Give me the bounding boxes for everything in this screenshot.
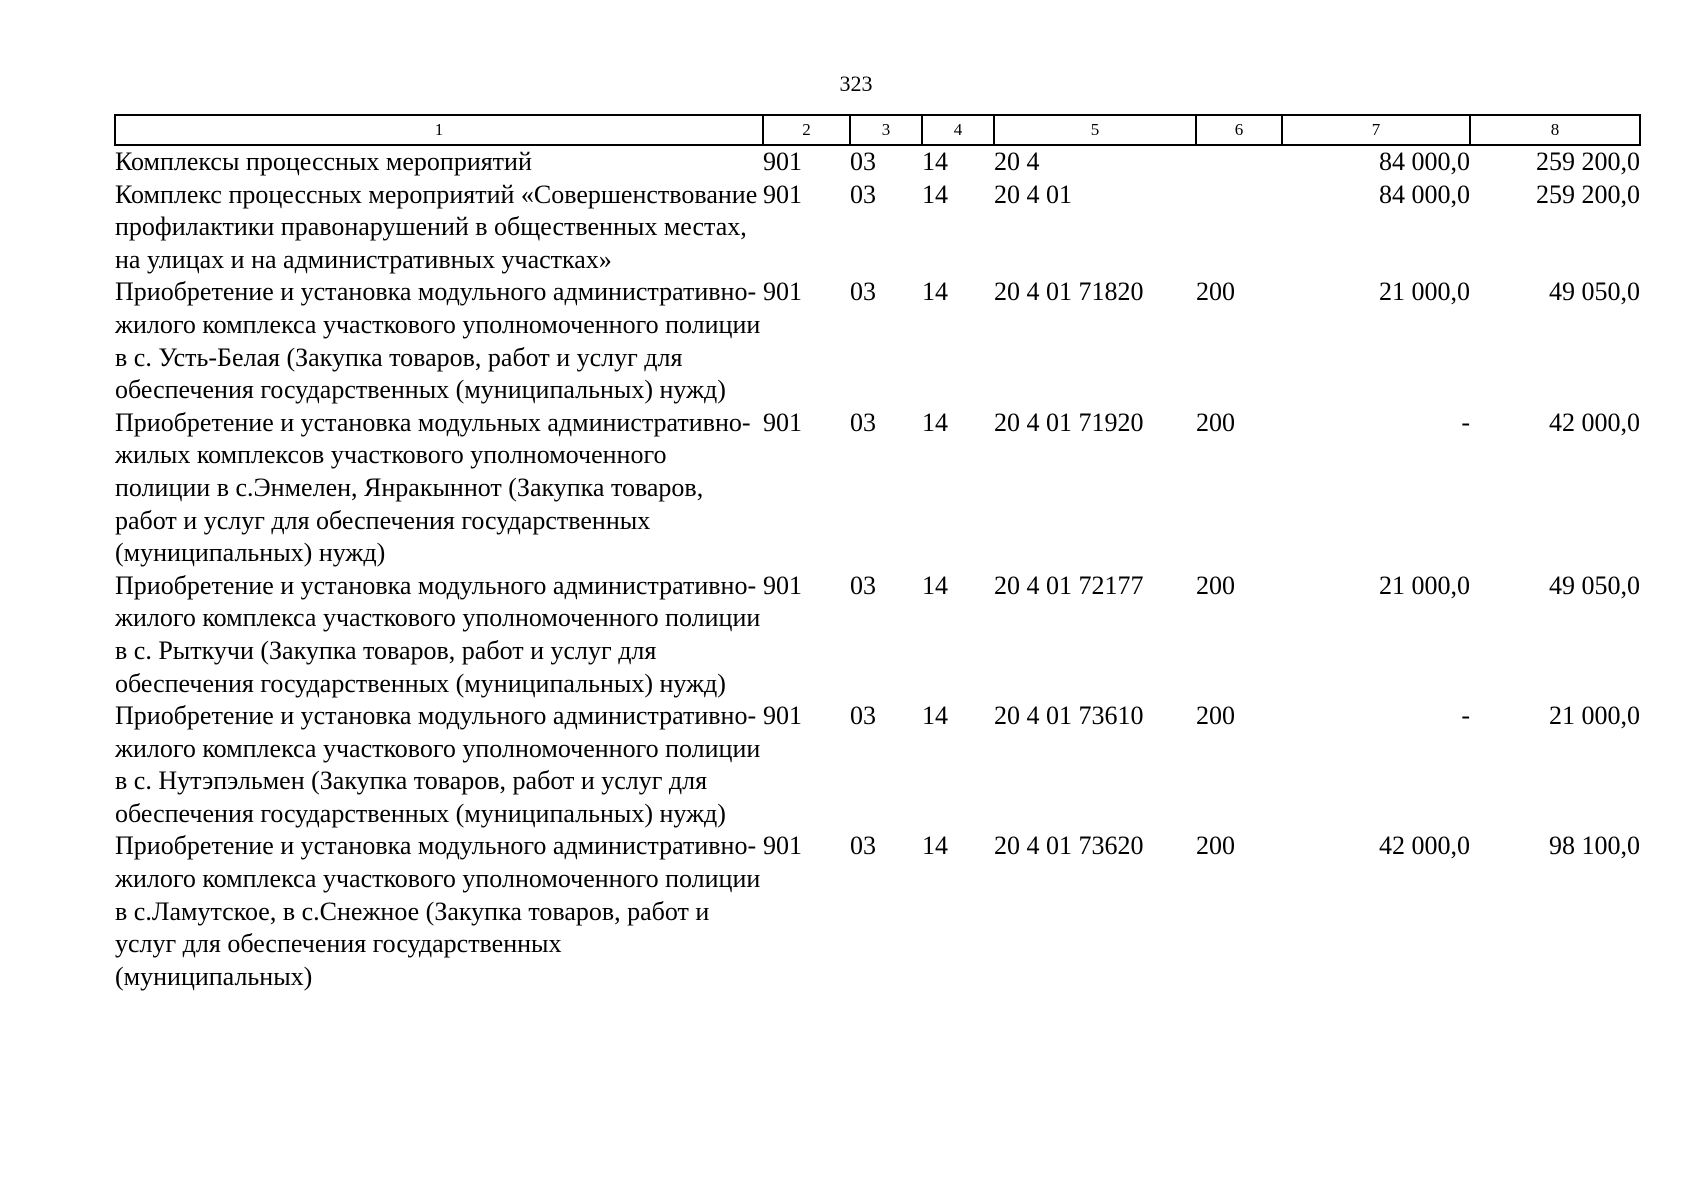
cell-section: 03: [850, 147, 876, 176]
column-header-3: 3: [850, 115, 922, 145]
cell-amount-col8: 42 000,0: [1549, 407, 1640, 437]
cell-ministry-code: 901: [763, 570, 802, 600]
cell-amount-col7: 84 000,0: [1379, 147, 1470, 176]
cell-section: 03: [850, 179, 876, 209]
cell-amount-col8: 259 200,0: [1536, 147, 1640, 176]
cell-ministry-code: 901: [763, 277, 802, 307]
cell-section: 03: [850, 701, 876, 731]
cell-target-article: 20 4: [994, 147, 1040, 176]
column-header-6: 6: [1196, 115, 1282, 145]
column-header-8: 8: [1470, 115, 1640, 145]
cell-amount-col8: 49 050,0: [1549, 277, 1640, 307]
cell-subsection: 14: [922, 701, 948, 731]
cell-amount-col7: 21 000,0: [1379, 277, 1470, 307]
cell-amount-col8: 259 200,0: [1536, 179, 1640, 209]
cell-expense-type: 200: [1196, 831, 1235, 861]
cell-subsection: 14: [922, 407, 948, 437]
cell-subsection: 14: [922, 831, 948, 861]
cell-ministry-code: 901: [763, 147, 802, 176]
row-name: Приобретение и установка модульного административно-жилого комплекса участкового уполномоченного полиции в с.Ламутское, в с.Снежное (Закупка товаров, работ и услуг для обеспечения государственных (муниципальных): [115, 831, 761, 991]
cell-amount-col7: 42 000,0: [1379, 831, 1470, 861]
page-number: 323: [839, 71, 873, 96]
budget-table: [114, 114, 1641, 993]
cell-section: 03: [850, 407, 876, 437]
row-name: Комплекс процессных мероприятий «Совершенствование профилактики правонарушений в общественных местах, на улицах и на административных участках»: [115, 179, 758, 274]
column-header-2: 2: [763, 115, 850, 145]
cell-ministry-code: 901: [763, 407, 802, 437]
table-row: [115, 570, 1640, 700]
row-name: Приобретение и установка модульного административно-жилого комплекса участкового уполномоченного полиции в с. Нутэпэльмен (Закупка товаров, работ и услуг для обеспечения государственных (муниципальных) нужд): [115, 701, 761, 828]
column-header-7: 7: [1282, 115, 1470, 145]
table-row: [115, 407, 1640, 570]
column-header-1: 1: [115, 115, 763, 145]
table-row: [115, 145, 1640, 179]
cell-section: 03: [850, 831, 876, 861]
cell-expense-type: 200: [1196, 701, 1235, 731]
cell-ministry-code: 901: [763, 701, 802, 731]
row-name: Приобретение и установка модульного административно-жилого комплекса участкового уполномоченного полиции в с. Усть-Белая (Закупка товаров, работ и услуг для обеспечения государственных (муниципальных) нужд): [115, 277, 761, 405]
cell-target-article: 20 4 01: [994, 179, 1072, 209]
cell-target-article: 20 4 01 73620: [994, 831, 1144, 861]
cell-amount-col8: 98 100,0: [1549, 831, 1640, 861]
cell-expense-type: [1196, 179, 1282, 277]
cell-expense-type: 200: [1196, 570, 1235, 600]
cell-subsection: 14: [922, 570, 948, 600]
cell-amount-col8: 21 000,0: [1549, 701, 1640, 731]
cell-target-article: 20 4 01 71920: [994, 407, 1144, 437]
row-name: Приобретение и установка модульного административно-жилого комплекса участкового уполномоченного полиции в с. Рыткучи (Закупка товаров, работ и услуг для обеспечения государственных (муниципальных) нужд): [115, 570, 761, 698]
cell-amount-col7: -: [1461, 701, 1470, 731]
cell-amount-col8: 49 050,0: [1549, 570, 1640, 600]
table-row: [115, 276, 1640, 406]
row-name: Комплексы процессных мероприятий: [115, 147, 532, 176]
cell-subsection: 14: [922, 179, 948, 209]
cell-target-article: 20 4 01 73610: [994, 701, 1144, 731]
header-row: [115, 115, 1640, 145]
table-row: [115, 700, 1640, 830]
table-row: [115, 179, 1640, 277]
table-row: [115, 830, 1640, 993]
row-name: Приобретение и установка модульных административно-жилых комплексов участкового уполномоченного полиции в с.Энмелен, Янракыннот (Закупка товаров, работ и услуг для обеспечения государственных (муниципальных) нужд): [115, 407, 751, 568]
cell-ministry-code: 901: [763, 831, 802, 861]
cell-expense-type: [1196, 145, 1282, 179]
cell-amount-col7: 21 000,0: [1379, 570, 1470, 600]
cell-expense-type: 200: [1196, 277, 1235, 307]
column-header-4: 4: [922, 115, 994, 145]
cell-target-article: 20 4 01 71820: [994, 277, 1144, 307]
cell-amount-col7: 84 000,0: [1379, 179, 1470, 209]
cell-expense-type: 200: [1196, 407, 1235, 437]
cell-ministry-code: 901: [763, 179, 802, 209]
cell-section: 03: [850, 570, 876, 600]
cell-amount-col7: -: [1461, 407, 1470, 437]
cell-subsection: 14: [922, 147, 948, 176]
cell-subsection: 14: [922, 277, 948, 307]
cell-section: 03: [850, 277, 876, 307]
cell-target-article: 20 4 01 72177: [994, 570, 1144, 600]
column-header-5: 5: [994, 115, 1196, 145]
